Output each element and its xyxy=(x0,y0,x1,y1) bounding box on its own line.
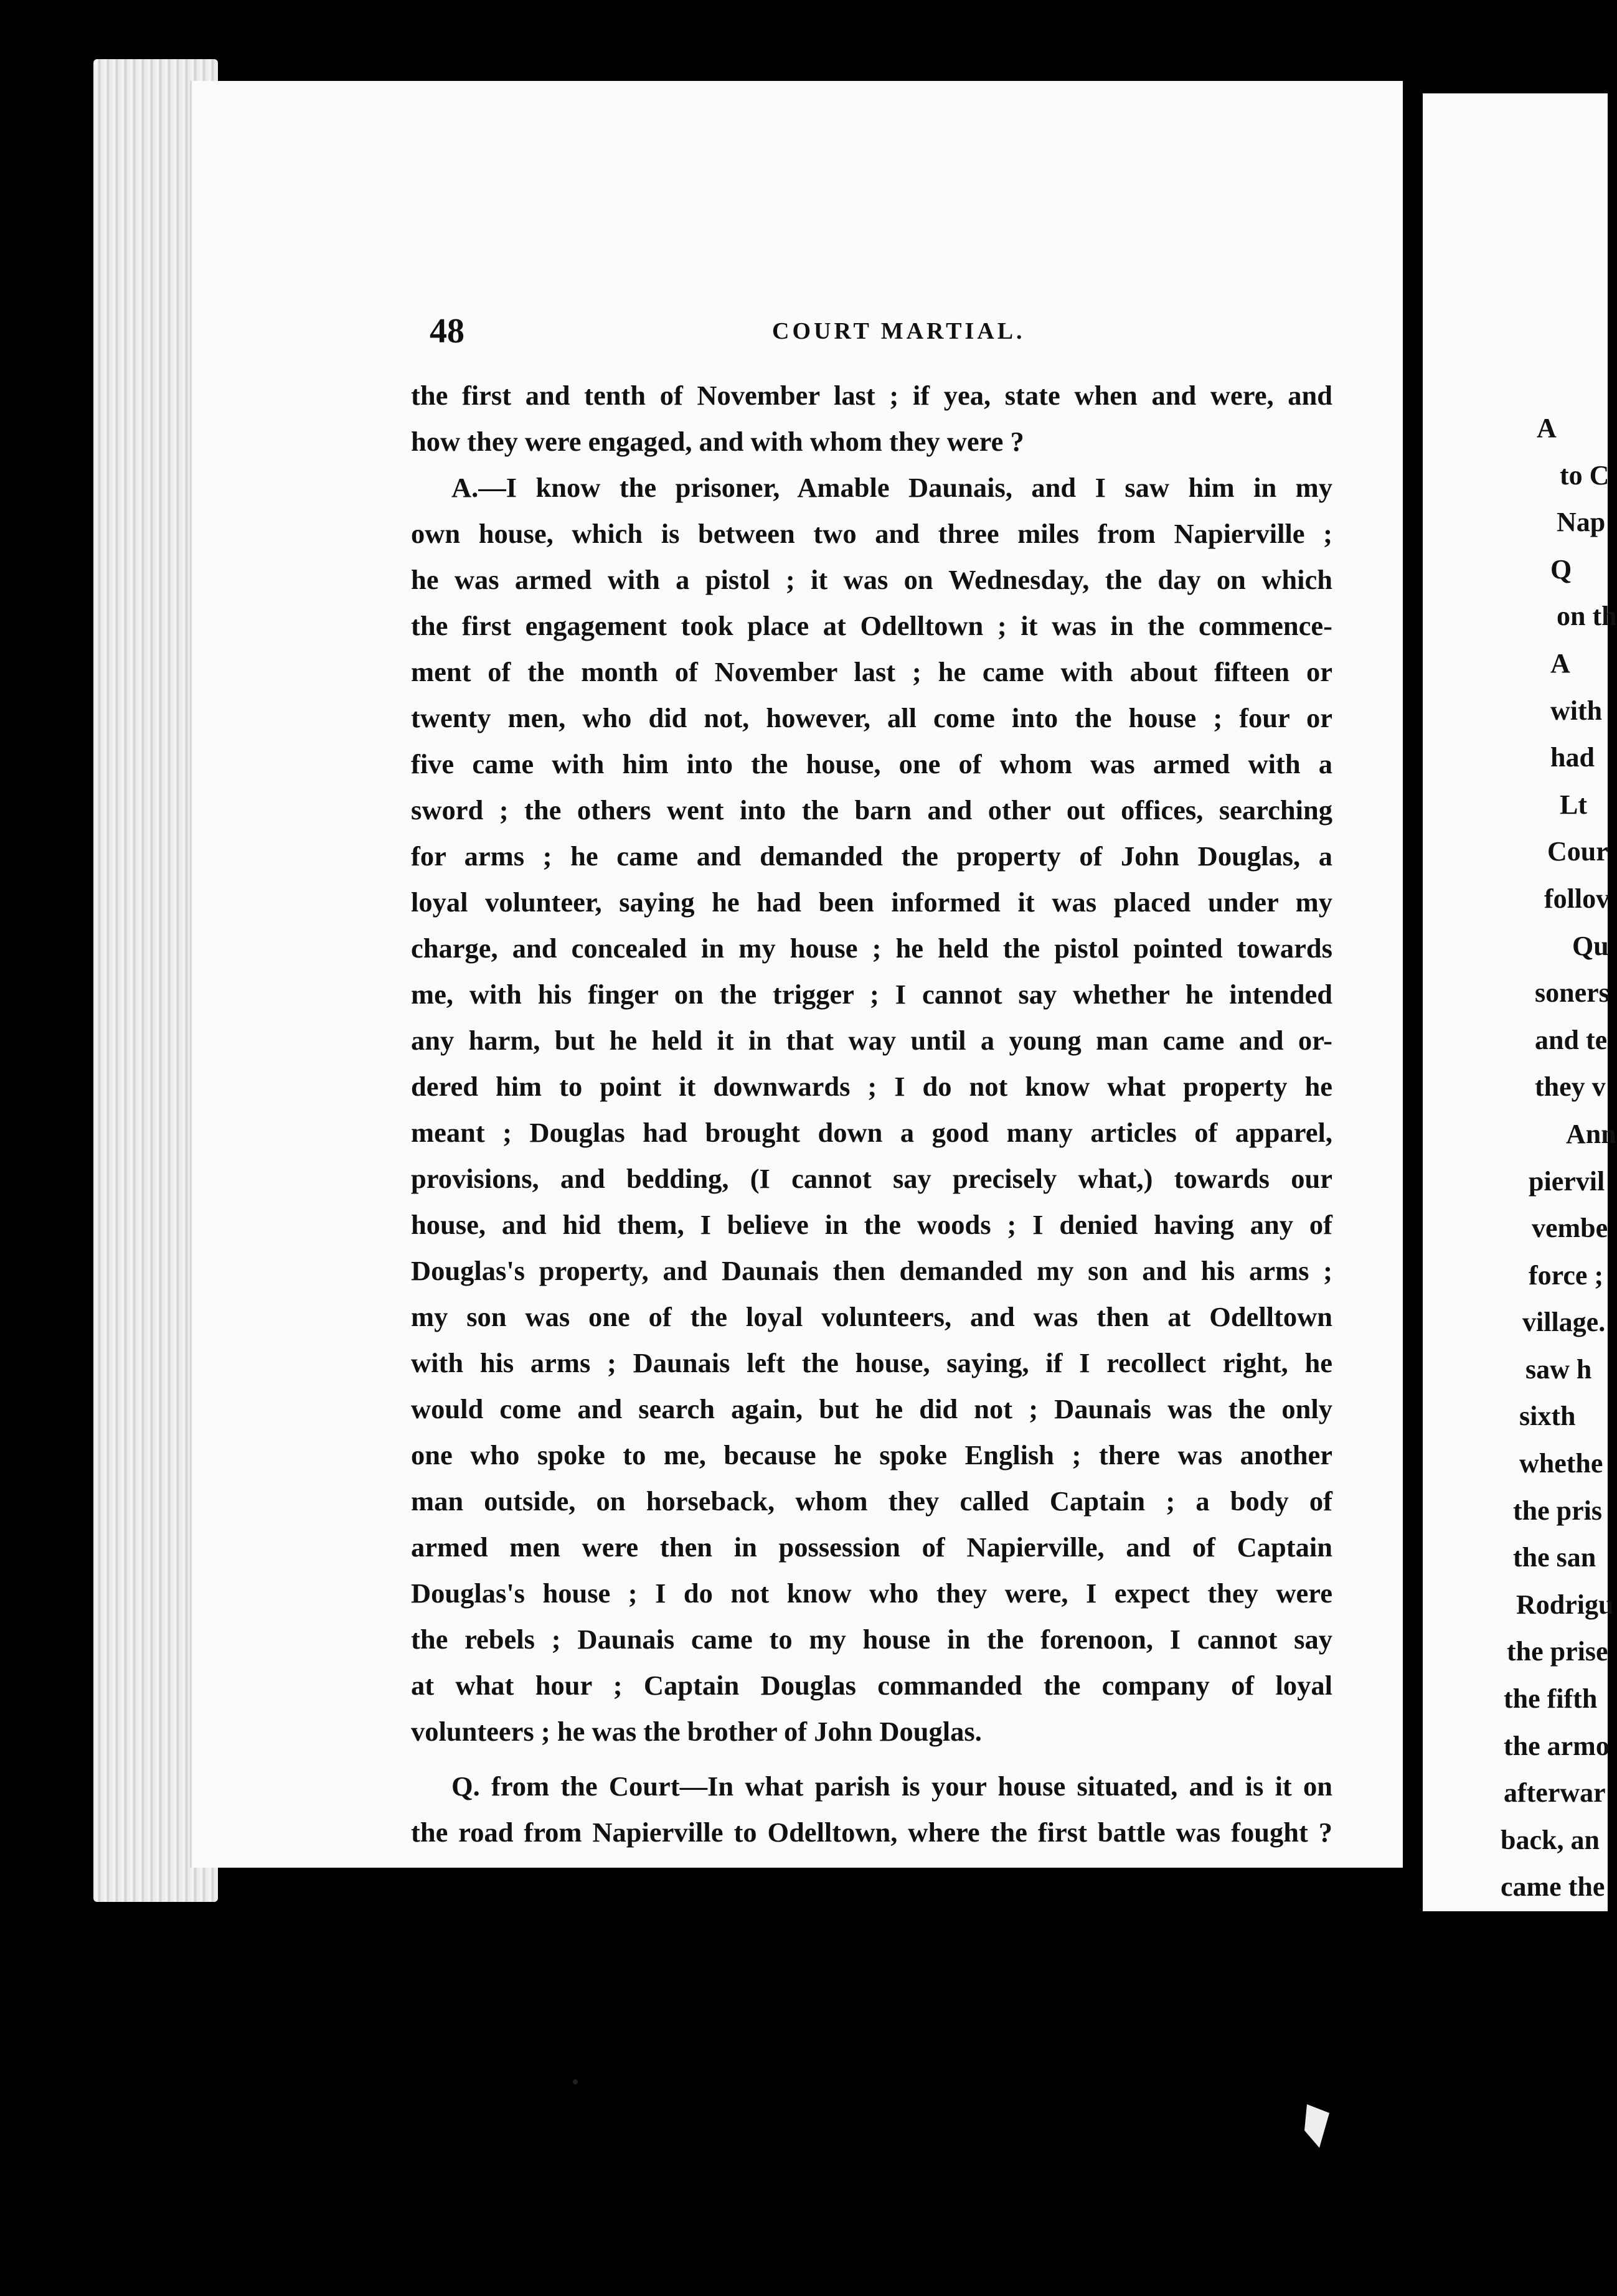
body-line: provisions, and bedding, (I cannot say precisely what,) towards our xyxy=(411,1163,1332,1194)
body-line: at what hour ; Captain Douglas commanded the company of loyal xyxy=(411,1670,1332,1701)
right-page-line: force ; xyxy=(1529,1259,1604,1291)
right-page-line: and te xyxy=(1535,1024,1608,1055)
body-line: armed men were then in possession of Napierville, and of Captain xyxy=(411,1531,1332,1563)
right-page-line: piervil xyxy=(1529,1165,1605,1197)
body-line: how they were engaged, and with whom they were ? xyxy=(411,426,1024,457)
right-page-line: A xyxy=(1537,413,1557,443)
right-page-line: the fifth xyxy=(1504,1683,1598,1715)
scan-smudge xyxy=(1304,2104,1329,2148)
body-line: one who spoke to me, because he spoke English ; there was another xyxy=(411,1439,1332,1470)
body-line: Douglas's property, and Daunais then demanded my son and his arms ; xyxy=(411,1255,1332,1286)
body-line: ment of the month of November last ; he came with about fifteen or xyxy=(411,656,1332,687)
body-line: sword ; the others went into the barn and other out offices, searching xyxy=(411,794,1332,826)
right-page-line: the san xyxy=(1513,1542,1596,1573)
body-line: for arms ; he came and demanded the property of John Douglas, a xyxy=(411,840,1332,872)
right-page-line: sixth xyxy=(1519,1401,1576,1432)
body-line: dered him to point it downwards ; I do not know what property he xyxy=(411,1071,1332,1102)
right-page-line: village. xyxy=(1522,1307,1606,1338)
right-page-line: the armo xyxy=(1504,1730,1610,1761)
body-line: the road from Napierville to Odelltown, where the first battle was fought ? xyxy=(411,1817,1332,1848)
body-line: the first engagement took place at Odelltown ; it was in the commence- xyxy=(411,610,1332,641)
right-page-line: afterwar xyxy=(1504,1777,1606,1809)
body-line: Q. from the Court—In what parish is your house situated, and is it on xyxy=(451,1771,1332,1802)
right-page-line: follov xyxy=(1544,883,1610,914)
body-line: own house, which is between two and three miles from Napierville ; xyxy=(411,518,1332,549)
right-page-line: Lt xyxy=(1560,789,1587,820)
body-line: volunteers ; he was the brother of John Douglas. xyxy=(411,1716,982,1747)
body-line: A.—I know the prisoner, Amable Daunais, and I saw him in my xyxy=(451,472,1332,503)
right-page-line: whethe xyxy=(1519,1448,1603,1479)
right-page-line: soners xyxy=(1535,977,1610,1009)
right-page-line: had xyxy=(1550,742,1595,773)
body-line: meant ; Douglas had brought down a good many articles of apparel, xyxy=(411,1117,1332,1148)
page-title: COURT MARTIAL. xyxy=(772,318,1025,344)
right-page-line: to C xyxy=(1560,459,1610,491)
body-line: five came with him into the house, one of whom was armed with a xyxy=(411,748,1332,779)
right-page-line: on th xyxy=(1557,601,1617,632)
body-line: Douglas's house ; I do not know who they were, I expect they were xyxy=(411,1578,1332,1609)
right-page-line: Qu xyxy=(1572,930,1609,961)
right-page-line: vembe xyxy=(1532,1213,1608,1244)
right-page-text xyxy=(1423,405,1617,1911)
body-line: man outside, on horseback, whom they called Captain ; a body of xyxy=(411,1485,1332,1517)
right-page-line: Cour xyxy=(1547,836,1608,867)
body-line: any harm, but he held it in that way until a young man came and or- xyxy=(411,1025,1332,1056)
right-page-line: the pris xyxy=(1513,1495,1602,1526)
body-line: he was armed with a pistol ; it was on Wednesday, the day on which xyxy=(411,564,1332,595)
right-page-line: Nap xyxy=(1557,507,1606,538)
body-line: twenty men, who did not, however, all come into the house ; four or xyxy=(411,702,1332,733)
right-page-line: saw h xyxy=(1525,1353,1592,1385)
right-page-line: they v xyxy=(1535,1071,1606,1103)
right-page-line: Ann xyxy=(1566,1118,1616,1149)
right-page-line: Rodrigu xyxy=(1516,1589,1614,1620)
body-text xyxy=(411,372,1332,1855)
right-page-line: A xyxy=(1550,647,1570,679)
body-line: would come and search again, but he did not ; Daunais was the only xyxy=(411,1393,1332,1424)
body-line: house, and hid them, I believe in the woods ; I denied having any of xyxy=(411,1209,1332,1240)
body-line: loyal volunteer, saying he had been informed it was placed under my xyxy=(411,887,1332,918)
right-page-line: with xyxy=(1550,695,1603,726)
body-line: charge, and concealed in my house ; he held the pistol pointed towards xyxy=(411,933,1332,964)
ink-speck xyxy=(573,2079,578,2084)
body-line: the first and tenth of November last ; if yea, state when and were, and xyxy=(411,380,1332,411)
right-page-line: Q xyxy=(1550,553,1572,585)
right-page-line: the prise xyxy=(1507,1636,1608,1667)
right-page-line: came the xyxy=(1501,1871,1605,1903)
page-number: 48 xyxy=(430,312,464,351)
right-page xyxy=(1423,93,1617,1911)
body-line: with his arms ; Daunais left the house, saying, if I recollect right, he xyxy=(411,1347,1332,1378)
running-head xyxy=(430,311,1329,349)
body-line: my son was one of the loyal volunteers, and was then at Odelltown xyxy=(411,1301,1332,1332)
body-line: me, with his finger on the trigger ; I cannot say whether he intended xyxy=(411,979,1332,1010)
right-page-line: back, an xyxy=(1501,1824,1600,1855)
body-line: the rebels ; Daunais came to my house in the forenoon, I cannot say xyxy=(411,1624,1332,1655)
